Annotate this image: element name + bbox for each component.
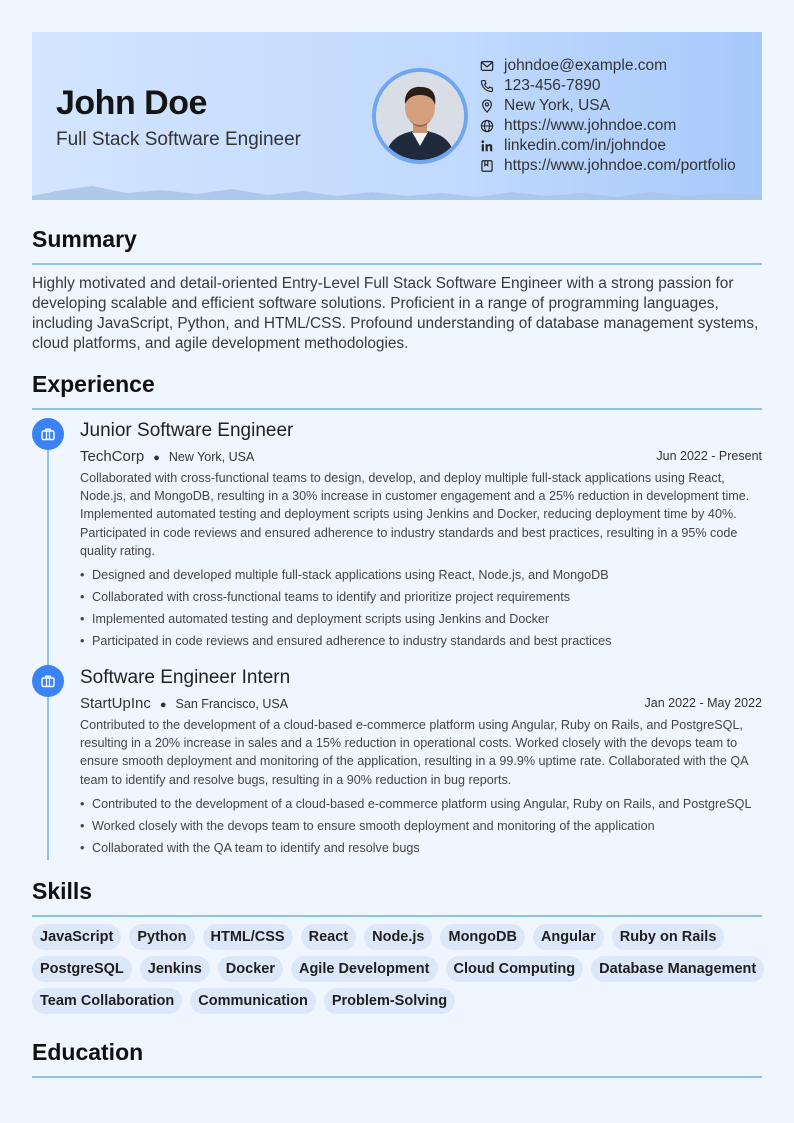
education-divider (32, 1076, 762, 1078)
skill-tag: HTML/CSS (203, 924, 293, 950)
job-highlight: • Contributed to the development of a cloud-based e-commerce platform using Angular, Ruby on Rails, and PostgreSQL (80, 793, 762, 815)
job-company-line (80, 695, 288, 712)
skill-tag: Cloud Computing (446, 956, 584, 982)
contact-list (480, 56, 736, 176)
contact-email[interactable] (480, 56, 736, 76)
mail-icon (480, 59, 494, 73)
skill-tag: Node.js (364, 924, 432, 950)
skill-tag: JavaScript (32, 924, 121, 950)
education-heading: Education (32, 1039, 144, 1065)
summary-text: Highly motivated and detail-oriented Entry-Level Full Stack Software Engineer with a strong passion for developing scalable and efficient software solutions. Proficient in a range of programming languages, including JavaScript, Python, and HTML/CSS. Profound understanding of database management systems, cloud platforms, and agile development methodologies. (32, 275, 759, 352)
contact-portfolio[interactable] (480, 156, 736, 176)
job-description: Collaborated with cross-functional teams to design, develop, and deploy multiple full-stack applications using React, Node.js, and MongoDB, resulting in a 30% increase in customer engagement and a 25% reduction in development time. Implemented automated testing and deployment scripts using Jenkins and Docker, reducing deployment time by 40%. Participated in code reviews and ensured adherence to industry standards and best practices, resulting in a 95% code quality rating. (80, 471, 750, 558)
candidate-title: Full Stack Software Engineer (56, 129, 302, 150)
header-wave-decoration (32, 184, 762, 200)
summary-divider (32, 263, 762, 265)
job-dates: Jun 2022 - Present (656, 449, 762, 463)
experience-heading: Experience (32, 371, 155, 397)
skill-tag: Python (129, 924, 194, 950)
phone-icon (480, 79, 494, 93)
briefcase-icon (40, 673, 56, 689)
skill-tag: Ruby on Rails (612, 924, 725, 950)
job-company: StartUpInc (80, 694, 151, 712)
job-highlight: • Designed and developed multiple full-stack applications using React, Node.js, and MongoDB (80, 564, 762, 586)
globe-icon (480, 119, 494, 133)
job-company: TechCorp (80, 447, 145, 465)
contact-phone[interactable] (480, 76, 736, 96)
job-highlight: • Participated in code reviews and ensured adherence to industry standards and best practices (80, 630, 762, 652)
skill-tag: MongoDB (440, 924, 524, 950)
skill-tag: Problem-Solving (324, 988, 455, 1014)
job-highlight: • Collaborated with cross-functional teams to identify and prioritize project requirements (80, 586, 762, 608)
skills-divider (32, 915, 762, 917)
person-portrait-icon (376, 72, 464, 160)
candidate-name: John Doe (56, 84, 207, 122)
experience-timeline (47, 432, 49, 860)
resume-header (32, 32, 762, 200)
contact-website[interactable] (480, 116, 736, 136)
job-meta (80, 692, 762, 714)
job-title: Software Engineer Intern (80, 667, 291, 688)
contact-phone-text: 123-456-7890 (504, 77, 601, 94)
skill-tag: Jenkins (140, 956, 210, 982)
skill-tag: PostgreSQL (32, 956, 132, 982)
skill-tag: Team Collaboration (32, 988, 182, 1014)
skills-row (32, 924, 767, 950)
separator-dot: ● (153, 451, 160, 464)
job-highlights (80, 793, 762, 859)
skills-heading: Skills (32, 878, 93, 904)
skill-tag: Agile Development (291, 956, 438, 982)
skill-tag: Database Management (591, 956, 764, 982)
job-highlight: • Collaborated with the QA team to identify and resolve bugs (80, 837, 762, 859)
linkedin-icon (480, 139, 494, 153)
separator-dot: ● (159, 698, 167, 711)
summary-heading: Summary (32, 226, 137, 252)
job-highlights (80, 564, 762, 652)
skill-tag: Communication (190, 988, 316, 1014)
portfolio-icon (480, 159, 494, 173)
skills-row (32, 988, 767, 1014)
contact-location-text: New York, USA (504, 97, 610, 114)
job-meta (80, 445, 762, 467)
location-icon (480, 99, 494, 113)
timeline-marker (32, 665, 64, 697)
contact-linkedin-text: linkedin.com/in/johndoe (504, 137, 666, 154)
skills-row (32, 956, 767, 982)
briefcase-icon (40, 426, 56, 442)
skill-tag: React (301, 924, 357, 950)
contact-website-text: https://www.johndoe.com (504, 117, 677, 134)
job-location: San Francisco, USA (175, 696, 289, 711)
contact-portfolio-text: https://www.johndoe.com/portfolio (504, 157, 736, 174)
skill-tag: Docker (218, 956, 283, 982)
contact-email-text: johndoe@example.com (504, 57, 668, 74)
job-highlight: • Worked closely with the devops team to ensure smooth deployment and monitoring of the application (80, 815, 762, 837)
job-description: Contributed to the development of a cloud-based e-commerce platform using Angular, Ruby on Rails, and PostgreSQL, resulting in a 20% increase in sales and a 15% reduction in operational costs. Worked closely with the devops team to ensure smooth deployment and monitoring of the application, resulting in a 99.9% uptime rate. Collaborated with the QA team to identify and resolve bugs, resulting in a 90% reduction in bug reports. (80, 718, 748, 787)
job-location: New York, USA (168, 449, 255, 464)
experience-entry (80, 665, 762, 859)
profile-photo (372, 68, 468, 164)
timeline-marker (32, 418, 64, 450)
job-company-line (80, 448, 254, 465)
skill-tag: Angular (533, 924, 604, 950)
job-dates: Jan 2022 - May 2022 (644, 696, 762, 710)
experience-divider (32, 408, 762, 410)
contact-linkedin[interactable] (480, 136, 736, 156)
contact-location (480, 96, 736, 116)
job-highlight: • Implemented automated testing and deployment scripts using Jenkins and Docker (80, 608, 762, 630)
job-title: Junior Software Engineer (80, 420, 294, 441)
skills-list (32, 924, 767, 1020)
experience-entry (80, 418, 762, 652)
